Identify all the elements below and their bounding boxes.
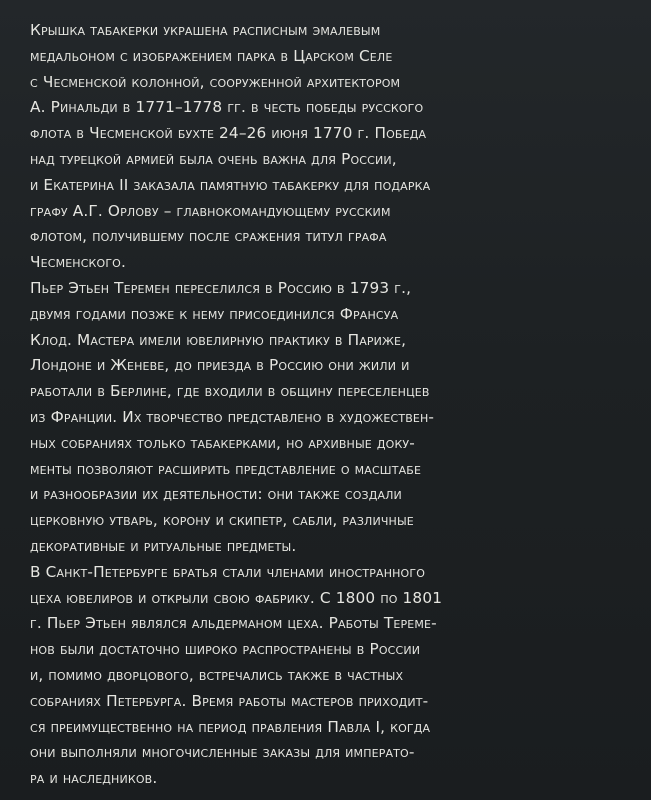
text-line: работали в Берлине, где входили в общину переселенцев (30, 382, 430, 401)
text-line: Чесменского. (30, 253, 127, 272)
text-line: г. Пьер Этьен являлся альдерманом цеха. Работы Тереме- (30, 614, 437, 633)
text-line: ра и наследников. (30, 769, 158, 788)
text-line: В Санкт-Петербурге братья стали членами иностранного (30, 562, 426, 581)
text-line: Лондоне и Женеве, до приезда в Россию они жили и (30, 356, 410, 375)
text-line: Пьер Этьен Теремен переселился в Россию в 1793 г., (30, 278, 412, 297)
text-line: собраниях Петербурга. Время работы мастеров приходит- (30, 691, 429, 710)
text-line: с Чесменской колонной, сооруженной архитектором (30, 72, 401, 91)
text-line: нов были достаточно широко распространены в России (30, 640, 421, 659)
text-line: медальоном с изображением парка в Царском Селе (30, 46, 393, 65)
text-line: А. Ринальди в 1771–1778 гг. в честь победы русского (30, 98, 424, 117)
text-line: церковную утварь, корону и скипетр, сабли, различные (30, 511, 414, 530)
text-line: Крышка табакерки украшена расписным эмалевым (30, 21, 381, 39)
text-line: над турецкой армией была очень важна для России, (30, 149, 397, 168)
text-line: Клод. Мастера имели ювелирную практику в Париже, (30, 330, 407, 349)
text-line: и разнообразии их деятельности: они также создали (30, 485, 402, 504)
text-line: ных собраниях только табакерками, но архивные доку- (30, 433, 415, 452)
text-line: графу А.Г. Орлову – главнокомандующему русским (30, 201, 391, 220)
text-line: и Екатерина II заказала памятную табакерку для подарка (30, 175, 431, 194)
text-line: менты позволяют расширить представление о масштабе (30, 459, 422, 478)
text-line: декоративные и ритуальные предметы. (30, 536, 297, 555)
text-line: флота в Чесменской бухте 24–26 июня 1770 г. Победа (30, 124, 427, 143)
exhibit-description (30, 18, 642, 792)
text-line: они выполняли многочисленные заказы для императо- (30, 743, 415, 762)
text-line: из Франции. Их творчество представлено в художествен- (30, 407, 435, 426)
text-line: флотом, получившему после сражения титул графа (30, 227, 387, 246)
text-line: цеха ювелиров и открыли свою фабрику. С 1800 по 1801 (30, 588, 443, 607)
text-line: и, помимо дворцового, встречались также в частных (30, 665, 404, 684)
text-line: двумя годами позже к нему присоединился Франсуа (30, 304, 399, 323)
text-line: ся преимущественно на период правления Павла I, когда (30, 717, 431, 736)
